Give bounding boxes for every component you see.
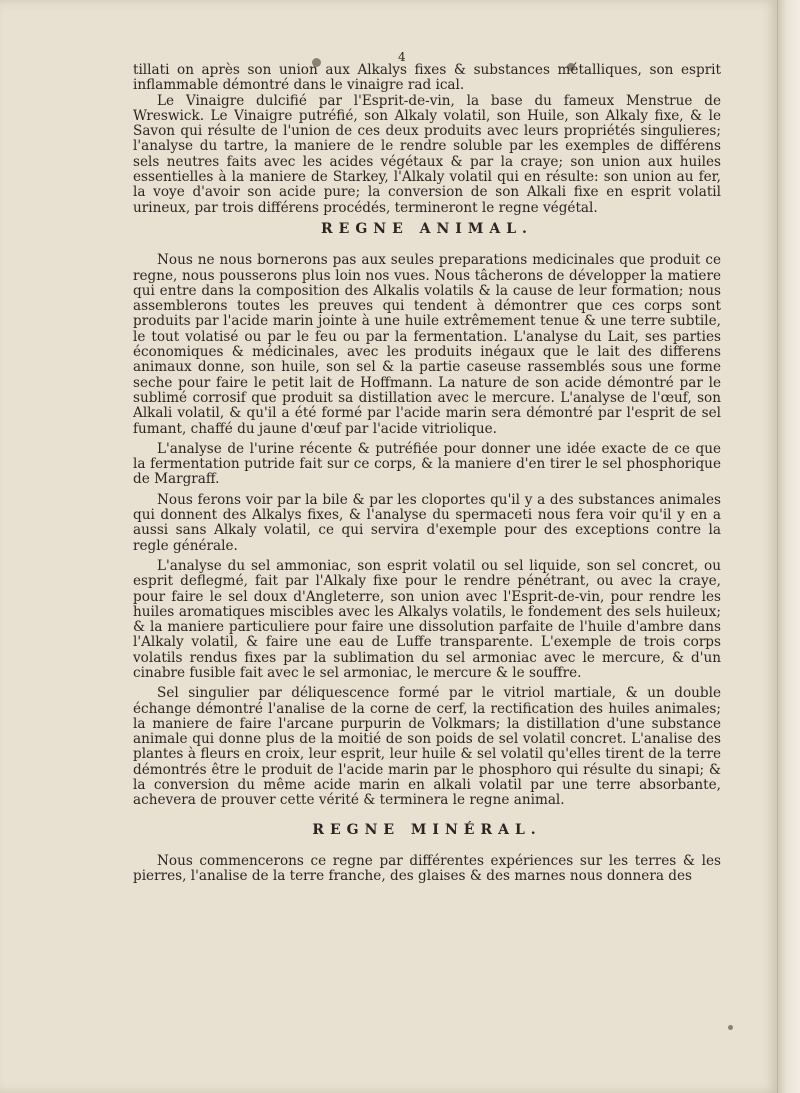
paragraph: Nous ferons voir par la bile & par les cloportes qu'il y a des substances animales qui donnent des Alkalys fixes, & l'analyse du spermaceti nous fera voir qu'il y en a aussi sans Alkaly volatil, ce qui servira d'exemple pour des exceptions contre la regle générale. — [133, 491, 721, 554]
paragraph: Nous commencerons ce regne par différentes expériences sur les terres & les pierres, l'analise de la terre franche, des glaises & des marnes nous donnera des — [133, 852, 721, 885]
paragraph: L'analyse de l'urine récente & putréfiée pour donner une idée exacte de ce que la fermentation putride fait sur ce corps, & la maniere d'en tirer le sel phosphorique de Margraff. — [133, 440, 721, 488]
paragraph: tillati on après son union aux Alkalys fixes & substances métalliques, son esprit inflammable démontré dans le vinaigre rad ical. — [133, 62, 721, 94]
section-heading-animal: REGNE ANIMAL. — [321, 220, 533, 237]
paragraph: Sel singulier par déliquescence formé par le vitriol martiale, & un double échange démontré l'analise de la corne de cerf, la rectification des huiles animales; la maniere de faire l'arcane purpurin de Volkmars; la distillation d'une substance animale qui donne plus de la moitié de son poids de sel volatil concret. L'analise des plantes à fleurs en croix, leur esprit, leur huile & sel volatil qu'elles tirent de la terre démontrés être le produit de l'acide marin par le phosphoro qui résulte du sinapi; & la conversion du même acide marin en alkali volatil par une terre absorbante, achevera de prouver cette vérité & terminera le regne animal. — [133, 685, 721, 809]
paragraph: Nous ne nous bornerons pas aux seules preparations medicinales que produit ce regne, nous pousserons plus loin nos vues. Nous tâcherons de développer la matiere qui entre dans la composition des Alkalis volatils & la cause de leur formation; nous assemblerons toutes les preuves qui tendent à démontrer que ces corps sont produits par l'acide marin jointe à une huile extrêmement tenue & une terre subtile, le tout volatisé ou par le feu ou par la fermentation. L'analyse du Lait, ses parties économiques & médicinales, avec les produits inégaux que le lait des differens animaux donne, son huile, son sel & la partie caseuse rassemblés sous une forme seche pour faire le petit lait de Hoffmann. La nature de son acide démontré par le sublimé corrosif que produit sa distillation avec le mercure. L'analyse de l'œuf, son Alkali volatil, & qu'il a été formé par l'acide marin sera démontré par l'esprit de sel fumant, chaffé du jaune d'œuf par l'acide vitriolique. — [133, 252, 721, 437]
page-number: 4 — [398, 50, 407, 64]
paragraph: L'analyse du sel ammoniac, son esprit volatil ou sel liquide, son sel concret, ou esprit deflegmé, fait par l'Alkaly fixe pour le rendre pénétrant, ou avec la craye, pour faire le sel doux d'Angleterre, son union avec l'Esprit-de-vin, pour rendre les huiles aromatiques miscibles avec les Alkalys volatils, le fondement des sels huileux; & la maniere particuliere pour faire une dissolution parfaite de l'huile d'ambre dans l'Alkaly volatil, & faire une eau de Luffe transparente. L'exemple de trois corps volatils rendus fixes par la sublimation du sel armoniac avec le mercure, & d'un cinabre fusible fait avec le sel armoniac, le mercure & le souffre. — [133, 557, 721, 681]
book-gutter — [777, 0, 800, 1093]
section-heading-mineral: REGNE MINÉRAL. — [312, 821, 542, 838]
paragraph: Le Vinaigre dulcifié par l'Esprit-de-vin, la base du fameux Menstrue de Wreswick. Le Vinaigre putréfié, son Alkaly volatil, son Huile, son Alkaly fixe, & le Savon qui résulte de l'union de ces deux produits avec leurs propriétés singulieres; l'analyse du tartre, la maniere de le rendre soluble par les exemples de différens sels neutres faits avec les acides végétaux & par la craye; son union aux huiles essentielles à la maniere de Starkey, l'Alkaly volatil qui en résulte: son union au fer, la voye d'avoir son acide pure; la conversion de son Alkali fixe en esprit volatil urineux, par trois différens procédés, termineront le regne végétal. — [133, 92, 721, 216]
page-text — [133, 50, 721, 885]
ink-spot — [728, 1025, 733, 1030]
